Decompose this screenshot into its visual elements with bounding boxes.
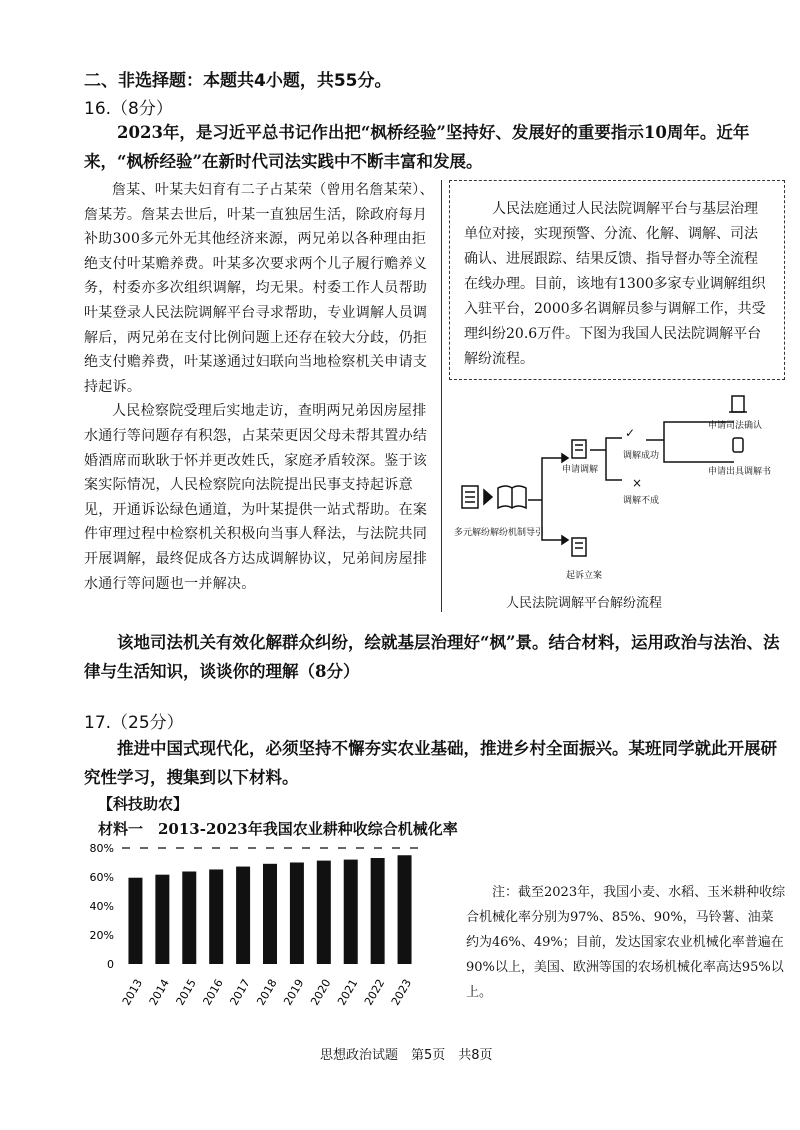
cross-mark-icon: ×: [632, 476, 643, 490]
material-title: 材料一 2013-2023年我国农业耕种收综合机械化率: [98, 820, 458, 838]
q17-intro: 推进中国式现代化，必须坚持不懈夯实农业基础，推进乡村全面振兴。某班同学就此开展研究性学习，搜集到以下材料。: [84, 739, 777, 787]
x-tick-label: 2019: [281, 976, 307, 1008]
apply-mediation-icon: [572, 440, 586, 458]
y-tick-label: 80%: [89, 842, 114, 855]
x-tick-label: 2023: [388, 976, 415, 1008]
bar-2015: [182, 871, 196, 964]
bar-2019: [290, 863, 304, 965]
flow-label-fail: 调解不成: [623, 496, 660, 506]
y-tick-label: 60%: [89, 871, 114, 884]
x-tick-label: 2022: [361, 976, 388, 1008]
y-tick-label: 40%: [89, 900, 114, 913]
y-tick-label: 20%: [89, 929, 114, 942]
flow-label-guide: 解纷机制导引: [490, 528, 545, 538]
q16-platform-box: [449, 180, 785, 380]
bar-2013: [128, 878, 142, 964]
q16-case-p2: 人民检察院受理后实地走访，查明两兄弟因房屋排水通行等问题存有积怨，占某荣更因父母未帮其置办结婚酒席而耿耿于怀并更改姓氏，家庭矛盾较深。鉴于该案实际情况，人民检察院向法院提出民事支持起诉意见，开通诉讼绿色通道，为叶某提供一站式帮助。在案件审理过程中检察机关积极向当事人释法，与法院共同开展调解，最终促成各方达成调解协议，兄弟间房屋排水通行等问题也一并解决。: [84, 403, 428, 592]
flow-label-success: 调解成功: [623, 451, 660, 461]
bar-2022: [371, 858, 385, 964]
flow-label-apply: 申请调解: [562, 465, 599, 475]
chart-note: [466, 880, 786, 1005]
q16-question: 该地司法机关有效化解群众纠纷，绘就基层治理好“枫”景。结合材料，运用政治与法治、法律与生活知识，谈谈你的理解（8分）: [84, 633, 780, 681]
arrow-right-icon: [484, 490, 492, 504]
section-header: 二、非选择题：本题共4小题，共55分。: [84, 71, 392, 91]
x-tick-label: 2020: [308, 976, 334, 1008]
flow-label-file: 起诉立案: [566, 571, 603, 581]
q16-intro: 2023年，是习近平总书记作出把“枫桥经验”坚持好、发展好的重要指示10周年。近年来，“枫桥经验”在新时代司法实践中不断丰富和发展。: [84, 123, 750, 171]
q16-number: 16.（8分）: [84, 99, 173, 119]
x-tick-label: 2018: [254, 976, 280, 1008]
mechanization-chart: [80, 838, 425, 1008]
x-tick-label: 2013: [119, 976, 146, 1008]
bar-2020: [317, 861, 331, 964]
check-mark-icon: ✓: [625, 426, 636, 440]
x-tick-label: 2014: [146, 976, 172, 1008]
q16-case-p1: 詹某、叶某夫妇育有二子占某荣（曾用名詹某荣）、詹某芳。詹某去世后，叶某一直独居生活，除政府每月补助300多元外无其他经济来源，两兄弟以各种理由拒绝支付叶某赡养费。叶某多次要求两个儿子履行赡养义务，村委亦多次组织调解，均无果。村委工作人员帮助叶某登录人民法院调解平台寻求帮助，专业调解人员调解后，两兄弟在支付比例问题上还存在较大分歧，仍拒绝支付赡养费，叶某遂通过妇联向当地检察机关申请支持起诉。: [84, 182, 434, 395]
mediation-document-icon: [733, 438, 743, 452]
q17-tag: 【科技助农】: [98, 795, 189, 813]
flow-label-confirm: 申请司法确认: [708, 421, 763, 431]
bar-2014: [155, 875, 169, 964]
bar-2016: [209, 869, 223, 964]
judicial-confirmation-icon: [732, 396, 744, 412]
flow-label-multi: 多元解纷: [454, 528, 491, 538]
q16-case-material: [84, 178, 440, 596]
x-tick-label: 2016: [200, 976, 226, 1008]
column-divider: [441, 180, 442, 612]
bar-2018: [263, 864, 277, 964]
x-tick-label: 2017: [227, 976, 253, 1008]
page-footer: 思想政治试题 第5页 共8页: [320, 1048, 493, 1063]
x-tick-label: 2015: [173, 976, 199, 1008]
x-tick-label: 2021: [335, 976, 361, 1008]
y-tick-label: 0: [107, 958, 114, 971]
bar-2023: [398, 855, 412, 964]
q17-number: 17.（25分）: [84, 713, 184, 733]
q16-box-text: 人民法庭通过人民法院调解平台与基层治理单位对接，实现预警、分流、化解、调解、司法确认、进展跟踪、结果反馈、指导督办等全流程在线办理。目前，该地有1300多家专业调解组织入驻平台，2000多名调解员参与调解工作，共受理纠纷20.6万件。下图为我国人民法院调解平台解纷流程。: [464, 201, 766, 367]
flow-label-doc: 申请出具调解书: [708, 467, 772, 477]
chart-note-text: 注：截至2023年，我国小麦、水稻、玉米耕种收综合机械化率分别为97%、85%、90%，马铃薯、油菜约为46%、49%；目前，发达国家农业机械化率普遍在90%以上，美国、欧洲等国的农场机械化率高达95%以上。: [466, 885, 786, 1000]
bar-2021: [344, 860, 358, 964]
flow-caption: 人民法院调解平台解纷流程: [506, 596, 663, 611]
bar-2017: [236, 867, 250, 964]
file-lawsuit-icon: [572, 538, 586, 556]
